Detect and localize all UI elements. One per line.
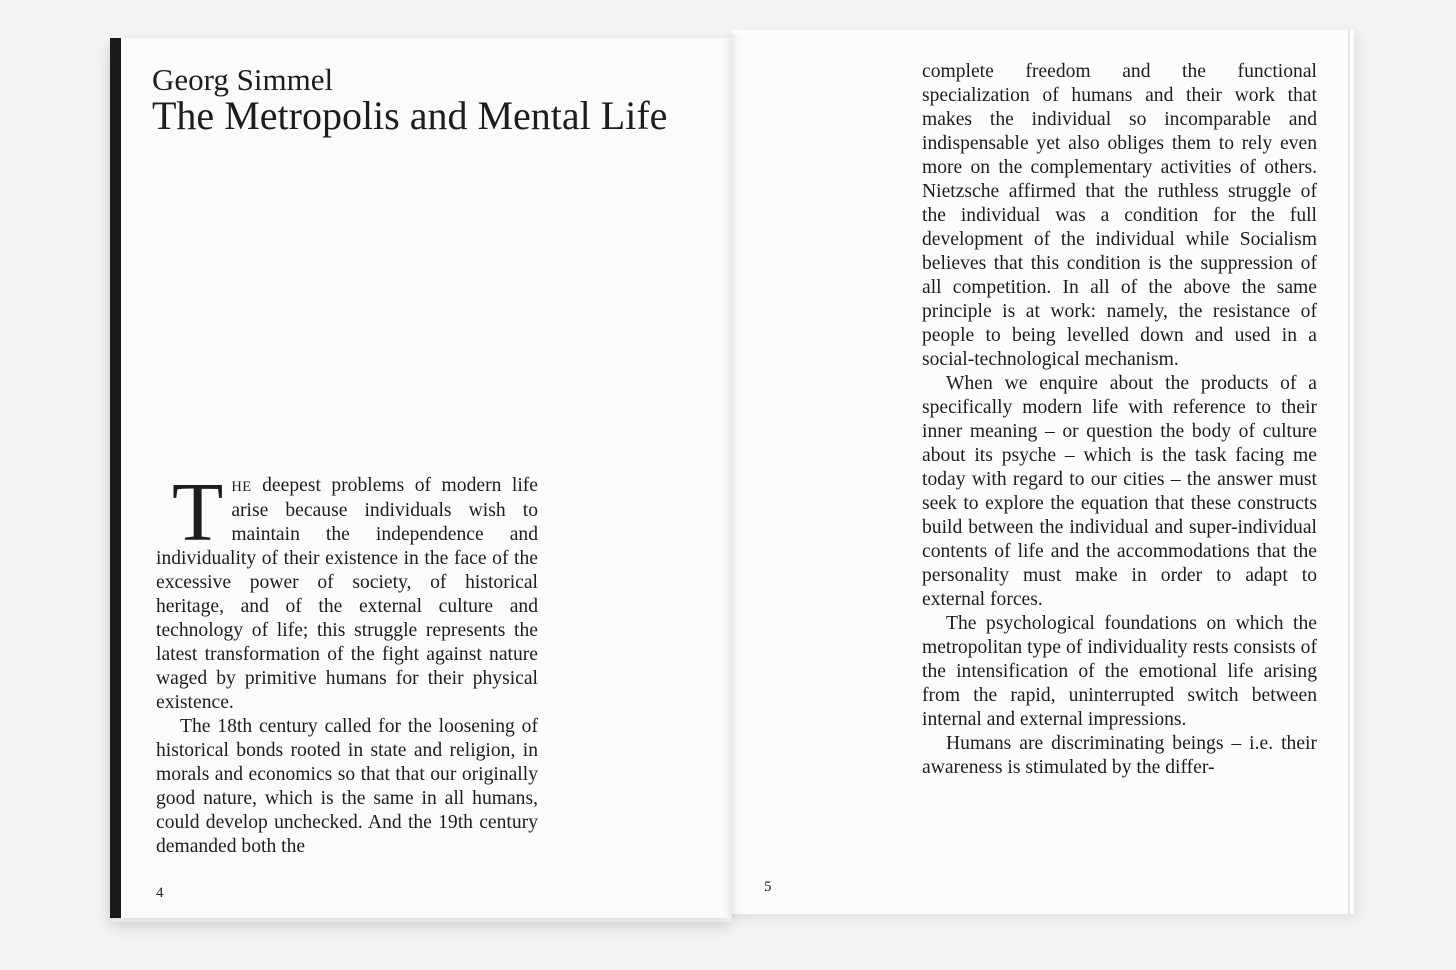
cover-spine-edge (110, 38, 121, 918)
page-edge (1348, 30, 1350, 914)
body-paragraph: Humans are discriminating beings – i.e. their awareness is stimulated by the differ- (922, 733, 1317, 778)
continued-paragraph: complete freedom and the functional specialization of humans and their work that makes the individual so incomparable and indispensable yet also obliges them to rely even more on the complementary activities of others. Nietzsche affirmed that the ruthless struggle of the individual was a condition for the full development of the individual while Socialism believes that this condition is the suppression of all competition. In all of the above the same principle is at work: namely, the resistance of people to being levelled down and used in a social-technological mechanism. (922, 61, 1317, 370)
page-number-right: 5 (764, 879, 772, 895)
opening-paragraph (156, 466, 538, 715)
left-text-column (156, 466, 538, 859)
author-name: Georg Simmel (152, 62, 334, 97)
opening-small-caps: HE (231, 479, 252, 495)
opening-paragraph-text: deepest problems of modern life arise because individuals wish to maintain the independence and individuality of their existence in the face of the excessive power of society, of historical heritage, and of the external culture and technology of life; this struggle represents the latest transformation of the fight against nature waged by primitive humans for their physical existence. (156, 475, 538, 713)
right-text-column (922, 60, 1317, 780)
page-number-left: 4 (156, 885, 164, 901)
essay-title: The Metropolis and Mental Life (152, 93, 668, 138)
body-paragraph: The psychological foundations on which the metropolitan type of individuality rests consists of the intensification of the emotional life arising from the rapid, uninterrupted switch between internal and external impressions. (922, 613, 1317, 730)
drop-cap: T (172, 466, 224, 559)
body-paragraph: When we enquire about the products of a specifically modern life with reference to their inner meaning – or question the body of culture about its psyche – which is the task facing me today with regard to our cities – the answer must seek to explore the equation that these constructs build between the individual and super-individual contents of life and the accommodations that the personality must make in order to adapt to external forces. (922, 373, 1317, 610)
book-gutter (722, 34, 744, 918)
body-paragraph: The 18th century called for the loosening of historical bonds rooted in state and religion, in morals and economics so that that our originally good nature, which is the same in all humans, could develop unchecked. And the 19th century demanded both the (156, 716, 538, 857)
